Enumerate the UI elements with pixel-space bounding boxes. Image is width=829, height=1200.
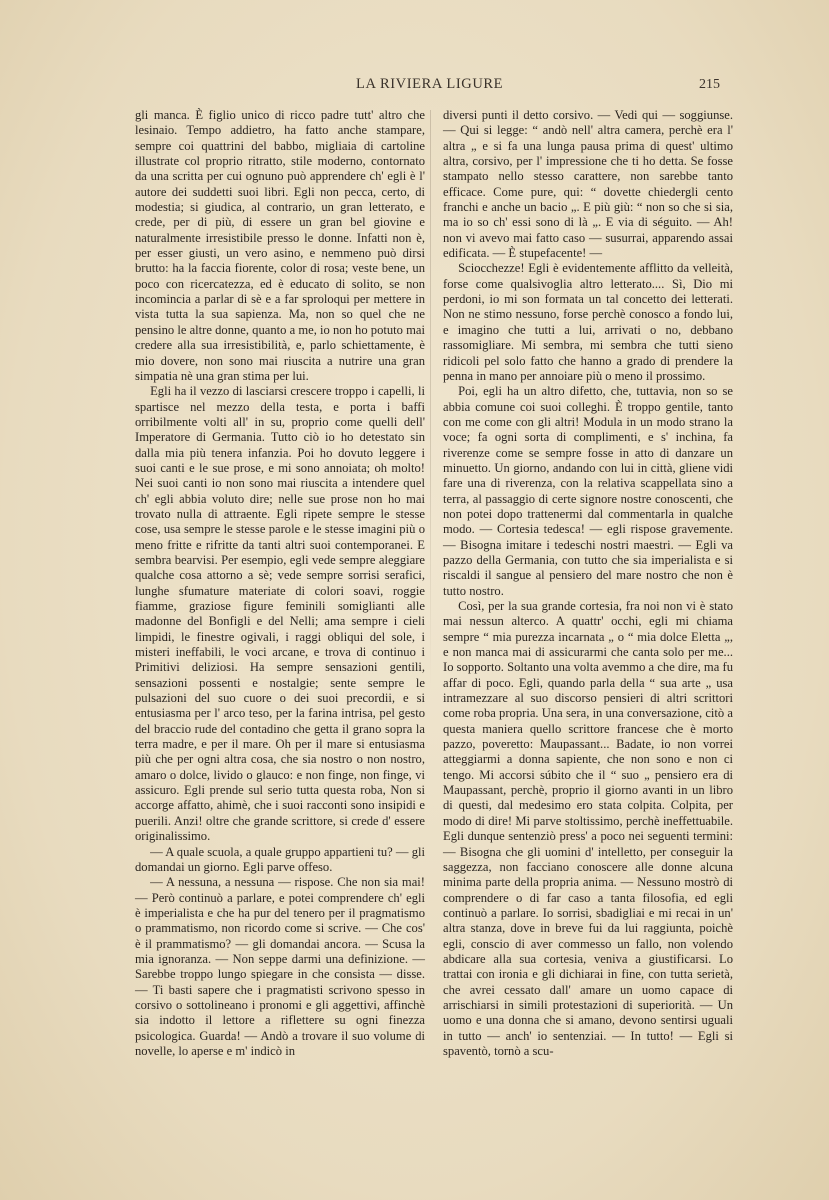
paragraph: diversi punti il detto corsivo. — Vedi qui — soggiunse. — Qui si legge: “ andò nell' altra camera, perchè era l' altra „ e si fa una lunga pausa prima di quest' ultimo altra, corsivo, per l' impressione che ti ho detta. Se fosse stampato nello stesso carattere, non sarebbe tanto efficace. Come pure, qui: “ dovette chiedergli cento franchi e anche un bacio „. E più giù: “ non so che si sia, ma io so ch' essi sono di là „. E via di séguito. — Ah! non vi avevo mai fatto caso — susurrai, apparendo assai edificata. — È stupefacente! — [443,108,733,261]
left-column [135,108,425,1059]
paragraph: Egli ha il vezzo di lasciarsi crescere troppo i capelli, li spartisce nel mezzo della testa, e porta i baffi orribilmente volti all' in su, proprio come quelli dell' Imperatore di Germania. Tutto ciò io ho detestato sin dalla mia più tenera infanzia. Poi ho dovuto leggere i suoi canti e le sue prose, e mi sono annoiata; oh molto! Nei suoi canti io non sono mai riuscita a intendere quel ch' egli abbia voluto dire; nelle sue prose non ho mai trovato nulla di attraente. Egli ripete sempre le stesse cose, usa sempre le stesse parole e le stesse imagini più o meno fritte e rifritte da tanti altri suoi contemporanei. E sembra bearvisi. Per esempio, egli vede sempre aleggiare qualche cosa attorno a sè; vede sempre sorrisi serafici, lunghe sfumature materiate di colori soavi, roggie fiamme, graziose figure feminili somiglianti alle madonne del Bonfigli e del Nelli; ama sempre i cieli limpidi, le finestre ogivali, i raggi obliqui del sole, i misteri ineffabili, le voci arcane, e trova di continuo i Primitivi deliziosi. Ha sempre sensazioni gentili, sensazioni possenti e nostalgie; sente sempre le pulsazioni del suo cuore o dei suoi precordii, e si entusiasma per l' arco teso, per la farina intrisa, pel gesto del braccio rude del contadino che getta il grano sopra la terra madre, e per il mare. Oh per il mare si entusiasma più che per ogni altra cosa, che sia nostro o non nostro, amaro o dolce, livido o glauco: e non finge, non finge, vi assicuro. Egli prende sul serio tutta questa roba, Non si accorge affatto, ahimè, che i suoi racconti sono insipidi e puerili. Anzi! oltre che grande scrittore, si crede d' essere originalissimo. [135,384,425,844]
right-column [443,108,733,1059]
paragraph: Sciocchezze! Egli è evidentemente afflitto da velleità, forse come qualsivoglia altro letterato.... Sì, Dio mi perdoni, io mi son formata un tal concetto dei letterati. Non ne stimo nessuno, forse perchè conosco a fondo lui, e imagino che tutti a lui, arrivati o no, debbano rassomigliare. Mi sembra, mi sembra che tutti sieno ridicoli pel solo fatto che hanno a grado di prendere la penna in mano per annoiare più o meno il prossimo. [443,261,733,383]
page-header [130,76,720,98]
page-title: LA RIVIERA LIGURE [356,76,504,92]
paragraph: — A quale scuola, a quale gruppo appartieni tu? — gli domandai un giorno. Egli parve offeso. [135,844,425,874]
paragraph: Poi, egli ha un altro difetto, che, tuttavia, non so se abbia comune coi suoi colleghi. È troppo gentile, tanto con me come con gli altri! Modula in un modo strano la voce; fa ogni sorta di complimenti, e s' inchina, fa riverenze come se sempre fosse in atto di danzare un minuetto. Un giorno, andando con lui in città, gliene vidi fare una di riverenza, con la relativa scappellata sino a terra, al passaggio di certe signore nostre conoscenti, che non potei dopo trattenermi dal commentarla in qualche modo. — Cortesia tedesca! — egli rispose gravemente. — Bisogna imitare i tedeschi nostri maestri. — Egli va pazzo della Germania, con tutto che sia imperialista e si riscaldi il sangue al pensiero del mare nostro che non è tutto nostro. [443,384,733,598]
paragraph: — A nessuna, a nessuna — rispose. Che non sia mai! — Però continuò a parlare, e potei comprendere ch' egli è imperialista e che ha pur del tenero per il pragmatismo o prammatismo, non ricordo come si scrive. — Che cos' è il prammatismo? — gli domandai ancora. — Scusa la mia ignoranza. — Non seppe darmi una definizione. — Sarebbe troppo lungo spiegare in che consista — disse. — Ti basti sapere che i pragmatisti scrivono spesso in corsivo o sottolineano i pronomi e gli aggettivi, affinchè sia indotto il lettore a riflettere su ogni finezza psicologica. Guarda! — Andò a trovare il suo volume di novelle, lo aperse e m' indicò in [135,875,425,1058]
paragraph: gli manca. È figlio unico di ricco padre tutt' altro che lesinaio. Tempo addietro, ha fatto anche stampare, sempre coi quattrini del babbo, migliaia di cartoline illustrate col proprio ritratto, stile moderno, contornato da una scritta per cui ognuno può apprendere ch' egli è l' autore dei suddetti suoi libri. Egli non pecca, certo, di modestia; si giudica, al contrario, un gran letterato, e crede, per di più, di essere un gran bel giovine e naturalmente irresistibile presso le donne. Infatti non è, per esser giusti, un vero asino, e nemmeno può dirsi brutto: ha la faccia fiorente, color di rosa; veste bene, un poco con ricercatezza, ed è educato di solito, se non incomincia a parlar di sè e a far sproloqui per mettere in vista tutta la sua sapienza. Ma, non so quel che ne pensino le altre donne, quanto a me, io non ho potuto mai credere alla sua irresistibilità, e, parlo schiettamente, è mio dovere, non sono mai riuscita a nutrire una gran simpatia nè una gran stima per lui. [135,108,425,383]
paragraph: Così, per la sua grande cortesia, fra noi non vi è stato mai nessun alterco. A quattr' occhi, egli mi chiama sempre “ mia purezza incarnata „ o “ mia dolce Eletta „, e non manca mai di assicurarmi che canta solo per me... Io sopporto. Soltanto una volta avemmo a che dire, ma fu affar di poco. Egli, quando parla della “ sua arte „ usa intramezzare al suo discorso pensieri di altri scrittori come roba propria. Una sera, in una conversazione, citò a questa maniera quello scrittore francese che è morto pazzo, poveretto: Maupassant... Badate, io non vorrei atteggiarmi a donna sapiente, che non sono e non ci tengo. Mi accorsi súbito che il “ suo „ pensiero era di Maupassant, perchè, proprio il giorno avanti in un libro di questi, dal medesimo ero stata colpita. Colpita, per modo di dire! Mi parve stoltissimo, perchè ineffettuabile. Egli dunque sentenziò press' a poco nei seguenti termini: — Bisogna che gli uomini d' intelletto, per conseguir la saggezza, non facciano conoscere alle donne alcuna minima parte della propria anima. — Nessuno mostrò di comprendere o di far caso a tanta filosofia, ed egli continuò a parlare. Io sorrisi, sbadigliai e mi recai in un' altra stanza, dove in breve fui da lui raggiunta, poichè egli, conscio di aver commesso un fallo, non volendo abdicare alla sua cortesia, veniva a giustificarsi. Lo trattai con ironia e gli dichiarai in fine, con tutta serietà, che avrei cessato dall' amare un uomo capace di arrischiarsi in simili protestazioni di superiorità. — Un uomo e una donna che si amano, devono sentirsi uguali in tutto — anch' io sentenziai. — In tutto! — Egli si spaventò, tornò a scu- [443,599,733,1058]
column-divider [430,110,431,690]
page-number: 215 [699,77,720,92]
